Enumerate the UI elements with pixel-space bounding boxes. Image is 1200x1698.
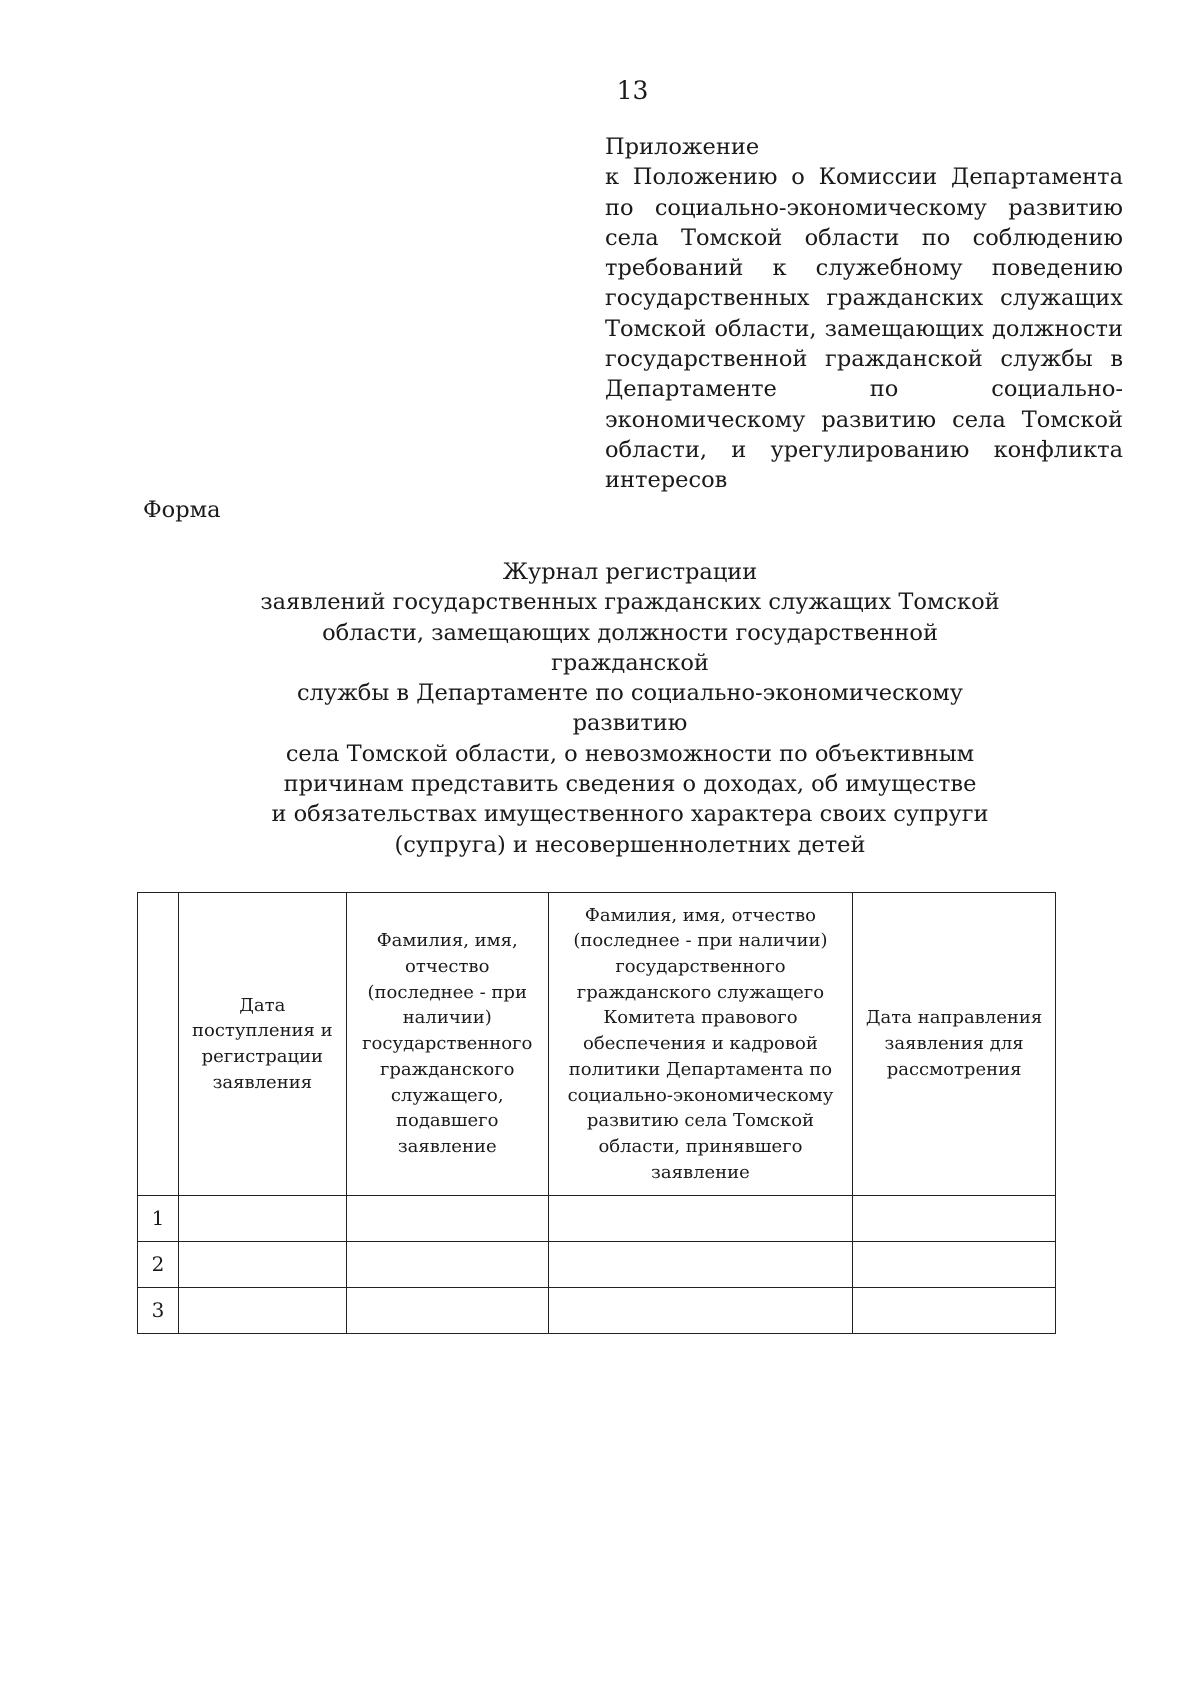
- header-line: заявления для: [884, 1033, 1024, 1055]
- cell-applicant-name: [346, 1196, 548, 1242]
- header-line: наличии): [402, 1007, 492, 1029]
- row-number: 1: [138, 1196, 179, 1242]
- page-number: 13: [616, 76, 649, 105]
- journal-title-line: причинам представить сведения о доходах, об имуществе: [283, 771, 977, 798]
- header-line: заявление: [397, 1135, 497, 1157]
- cell-date-sent: [853, 1288, 1056, 1334]
- header-line: рассмотрения: [886, 1058, 1022, 1080]
- appendix-block: [605, 132, 1123, 496]
- header-line: Дата направления: [865, 1007, 1043, 1029]
- header-line: социально-экономическому: [567, 1084, 834, 1106]
- table-row: [138, 1242, 1056, 1288]
- journal-title: [240, 557, 1020, 860]
- header-line: обеспечения и кадровой: [583, 1033, 818, 1055]
- header-line: заявление: [651, 1161, 750, 1183]
- header-line: (последнее - при: [367, 981, 527, 1003]
- cell-applicant-name: [346, 1242, 548, 1288]
- journal-title-line: (супруга) и несовершеннолетних детей: [394, 831, 866, 858]
- table-header-row: [138, 893, 1056, 1196]
- journal-title-line: области, замещающих должности государственной гражданской: [322, 619, 938, 676]
- header-line: области, принявшего: [598, 1135, 803, 1157]
- journal-title-line: села Томской области, о невозможности по объективным: [285, 740, 975, 767]
- form-label: Форма: [143, 497, 221, 523]
- header-line: государственного: [362, 1033, 533, 1055]
- header-line: поступления и: [192, 1020, 333, 1042]
- cell-applicant-name: [346, 1288, 548, 1334]
- cell-receiver-name: [548, 1196, 853, 1242]
- journal-table: [137, 892, 1056, 1334]
- header-number: [138, 893, 179, 1196]
- header-line: государственного: [615, 956, 786, 978]
- header-date-received: [178, 893, 346, 1196]
- cell-receiver-name: [548, 1242, 853, 1288]
- header-line: политики Департамента по: [568, 1058, 833, 1080]
- header-line: отчество: [405, 956, 490, 978]
- header-line: (последнее - при наличии): [573, 930, 828, 952]
- header-date-sent: [853, 893, 1056, 1196]
- header-line: заявления: [212, 1071, 313, 1093]
- journal-title-line: заявлений государственных гражданских служащих Томской: [260, 589, 1000, 616]
- header-applicant-name: [346, 893, 548, 1196]
- header-line: гражданского служащего: [576, 981, 825, 1003]
- journal-title-line: и обязательствах имущественного характера своих супруги: [271, 801, 989, 828]
- table-row: [138, 1196, 1056, 1242]
- cell-date-sent: [853, 1242, 1056, 1288]
- cell-date-received: [178, 1288, 346, 1334]
- cell-date-received: [178, 1242, 346, 1288]
- header-line: развитию села Томской: [586, 1110, 815, 1132]
- header-receiver-name: [548, 893, 853, 1196]
- row-number: 3: [138, 1288, 179, 1334]
- cell-date-sent: [853, 1196, 1056, 1242]
- header-line: Дата: [239, 994, 286, 1016]
- journal-title-line: Журнал регистрации: [502, 559, 758, 585]
- header-line: подавшего: [396, 1110, 499, 1132]
- header-line: Комитета правового: [603, 1007, 798, 1029]
- header-line: служащего,: [390, 1084, 504, 1106]
- cell-receiver-name: [548, 1288, 853, 1334]
- header-line: Фамилия, имя,: [376, 930, 518, 952]
- row-number: 2: [138, 1242, 179, 1288]
- journal-title-line: службы в Департаменте по социально-экономическому развитию: [296, 680, 964, 737]
- table-row: [138, 1288, 1056, 1334]
- appendix-title: Приложение: [605, 134, 760, 160]
- appendix-body: к Положению о Комиссии Департамента по социально-экономическому развитию села Томской области по соблюдению требований к служебному поведению государственных гражданских служащих Томской области, замещающих должности государственной гражданской службы в Департаменте по социально-экономическому развитию села Томской области, и урегулированию конфликта интересов: [605, 164, 1123, 494]
- cell-date-received: [178, 1196, 346, 1242]
- header-line: гражданского: [379, 1058, 515, 1080]
- header-line: регистрации: [201, 1046, 324, 1067]
- header-line: Фамилия, имя, отчество: [584, 904, 816, 926]
